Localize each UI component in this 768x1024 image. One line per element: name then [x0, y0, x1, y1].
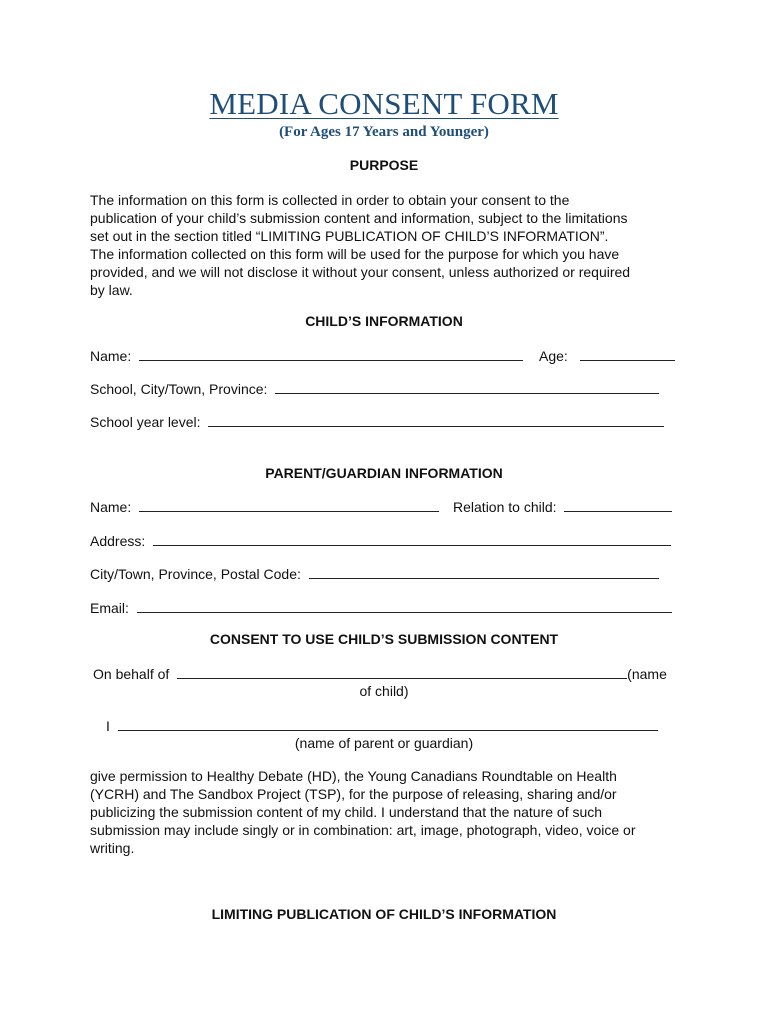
relation-field[interactable]	[564, 499, 672, 512]
child-name-consent-field[interactable]	[177, 666, 627, 679]
purpose-line: set out in the section titled “LIMITING PUBLICATION OF CHILD’S INFORMATION”.	[90, 228, 609, 244]
parent-info-heading: PARENT/GUARDIAN INFORMATION	[265, 465, 503, 481]
address-label: Address:	[90, 533, 146, 549]
child-age-field[interactable]	[580, 348, 675, 361]
email-label: Email:	[90, 600, 129, 616]
consent-heading: CONSENT TO USE CHILD’S SUBMISSION CONTENT	[209, 631, 559, 647]
school-label: School, City/Town, Province:	[90, 381, 268, 397]
email-field[interactable]	[137, 600, 672, 613]
school-year-label: School year level:	[90, 414, 201, 430]
purpose-line: by law.	[90, 282, 133, 298]
city-field[interactable]	[309, 566, 659, 579]
form-subtitle: (For Ages 17 Years and Younger)	[279, 124, 489, 140]
purpose-line: publication of your child’s submission content and information, subject to the limitations	[90, 210, 628, 226]
limiting-heading: LIMITING PUBLICATION OF CHILD’S INFORMATION	[211, 906, 557, 922]
purpose-line: The information collected on this form will be used for the purpose for which you have	[90, 246, 620, 262]
form-title: MEDIA CONSENT FORM	[209, 86, 559, 121]
purpose-line: provided, and we will not disclose it without your consent, unless authorized or required	[90, 264, 631, 280]
name-of-parent-caption: (name of parent or guardian)	[294, 735, 474, 751]
city-row	[90, 565, 675, 583]
child-name-row	[90, 347, 675, 365]
address-row	[90, 532, 675, 550]
parent-name-row	[90, 498, 675, 516]
purpose-heading: PURPOSE	[349, 157, 419, 173]
school-row	[90, 380, 675, 398]
on-behalf-row	[93, 665, 678, 683]
relation-label: Relation to child:	[453, 499, 557, 515]
child-info-heading: CHILD’S INFORMATION	[305, 313, 463, 329]
parent-name-field[interactable]	[139, 499, 439, 512]
on-behalf-label: On behalf of	[93, 666, 170, 682]
city-label: City/Town, Province, Postal Code:	[90, 566, 301, 582]
email-row	[90, 599, 675, 617]
consent-line: submission may include singly or in combination: art, image, photograph, video, voice or	[90, 822, 636, 838]
child-name-field[interactable]	[139, 348, 523, 361]
school-field[interactable]	[275, 381, 659, 394]
consent-line: give permission to Healthy Debate (HD), the Young Canadians Roundtable on Health	[90, 768, 617, 784]
school-year-field[interactable]	[208, 414, 664, 427]
i-label: I	[106, 718, 110, 734]
parent-name-consent-field[interactable]	[118, 718, 658, 731]
purpose-line: The information on this form is collected in order to obtain your consent to the	[90, 192, 570, 208]
consent-paragraph	[90, 767, 680, 857]
parent-consent-row	[106, 717, 666, 735]
address-field[interactable]	[153, 533, 671, 546]
consent-line: (YCRH) and The Sandbox Project (TSP), for the purpose of releasing, sharing and/or	[90, 786, 617, 802]
name-of-child-caption-cont: of child)	[359, 683, 409, 699]
name-of-child-caption: (name	[627, 666, 667, 682]
purpose-paragraph	[90, 191, 680, 299]
child-age-label: Age:	[539, 348, 568, 364]
school-year-row	[90, 413, 675, 431]
consent-line: writing.	[90, 840, 135, 856]
child-name-label: Name:	[90, 348, 132, 364]
parent-name-label: Name:	[90, 499, 132, 515]
consent-line: publicizing the submission content of my child. I understand that the nature of such	[90, 804, 603, 820]
